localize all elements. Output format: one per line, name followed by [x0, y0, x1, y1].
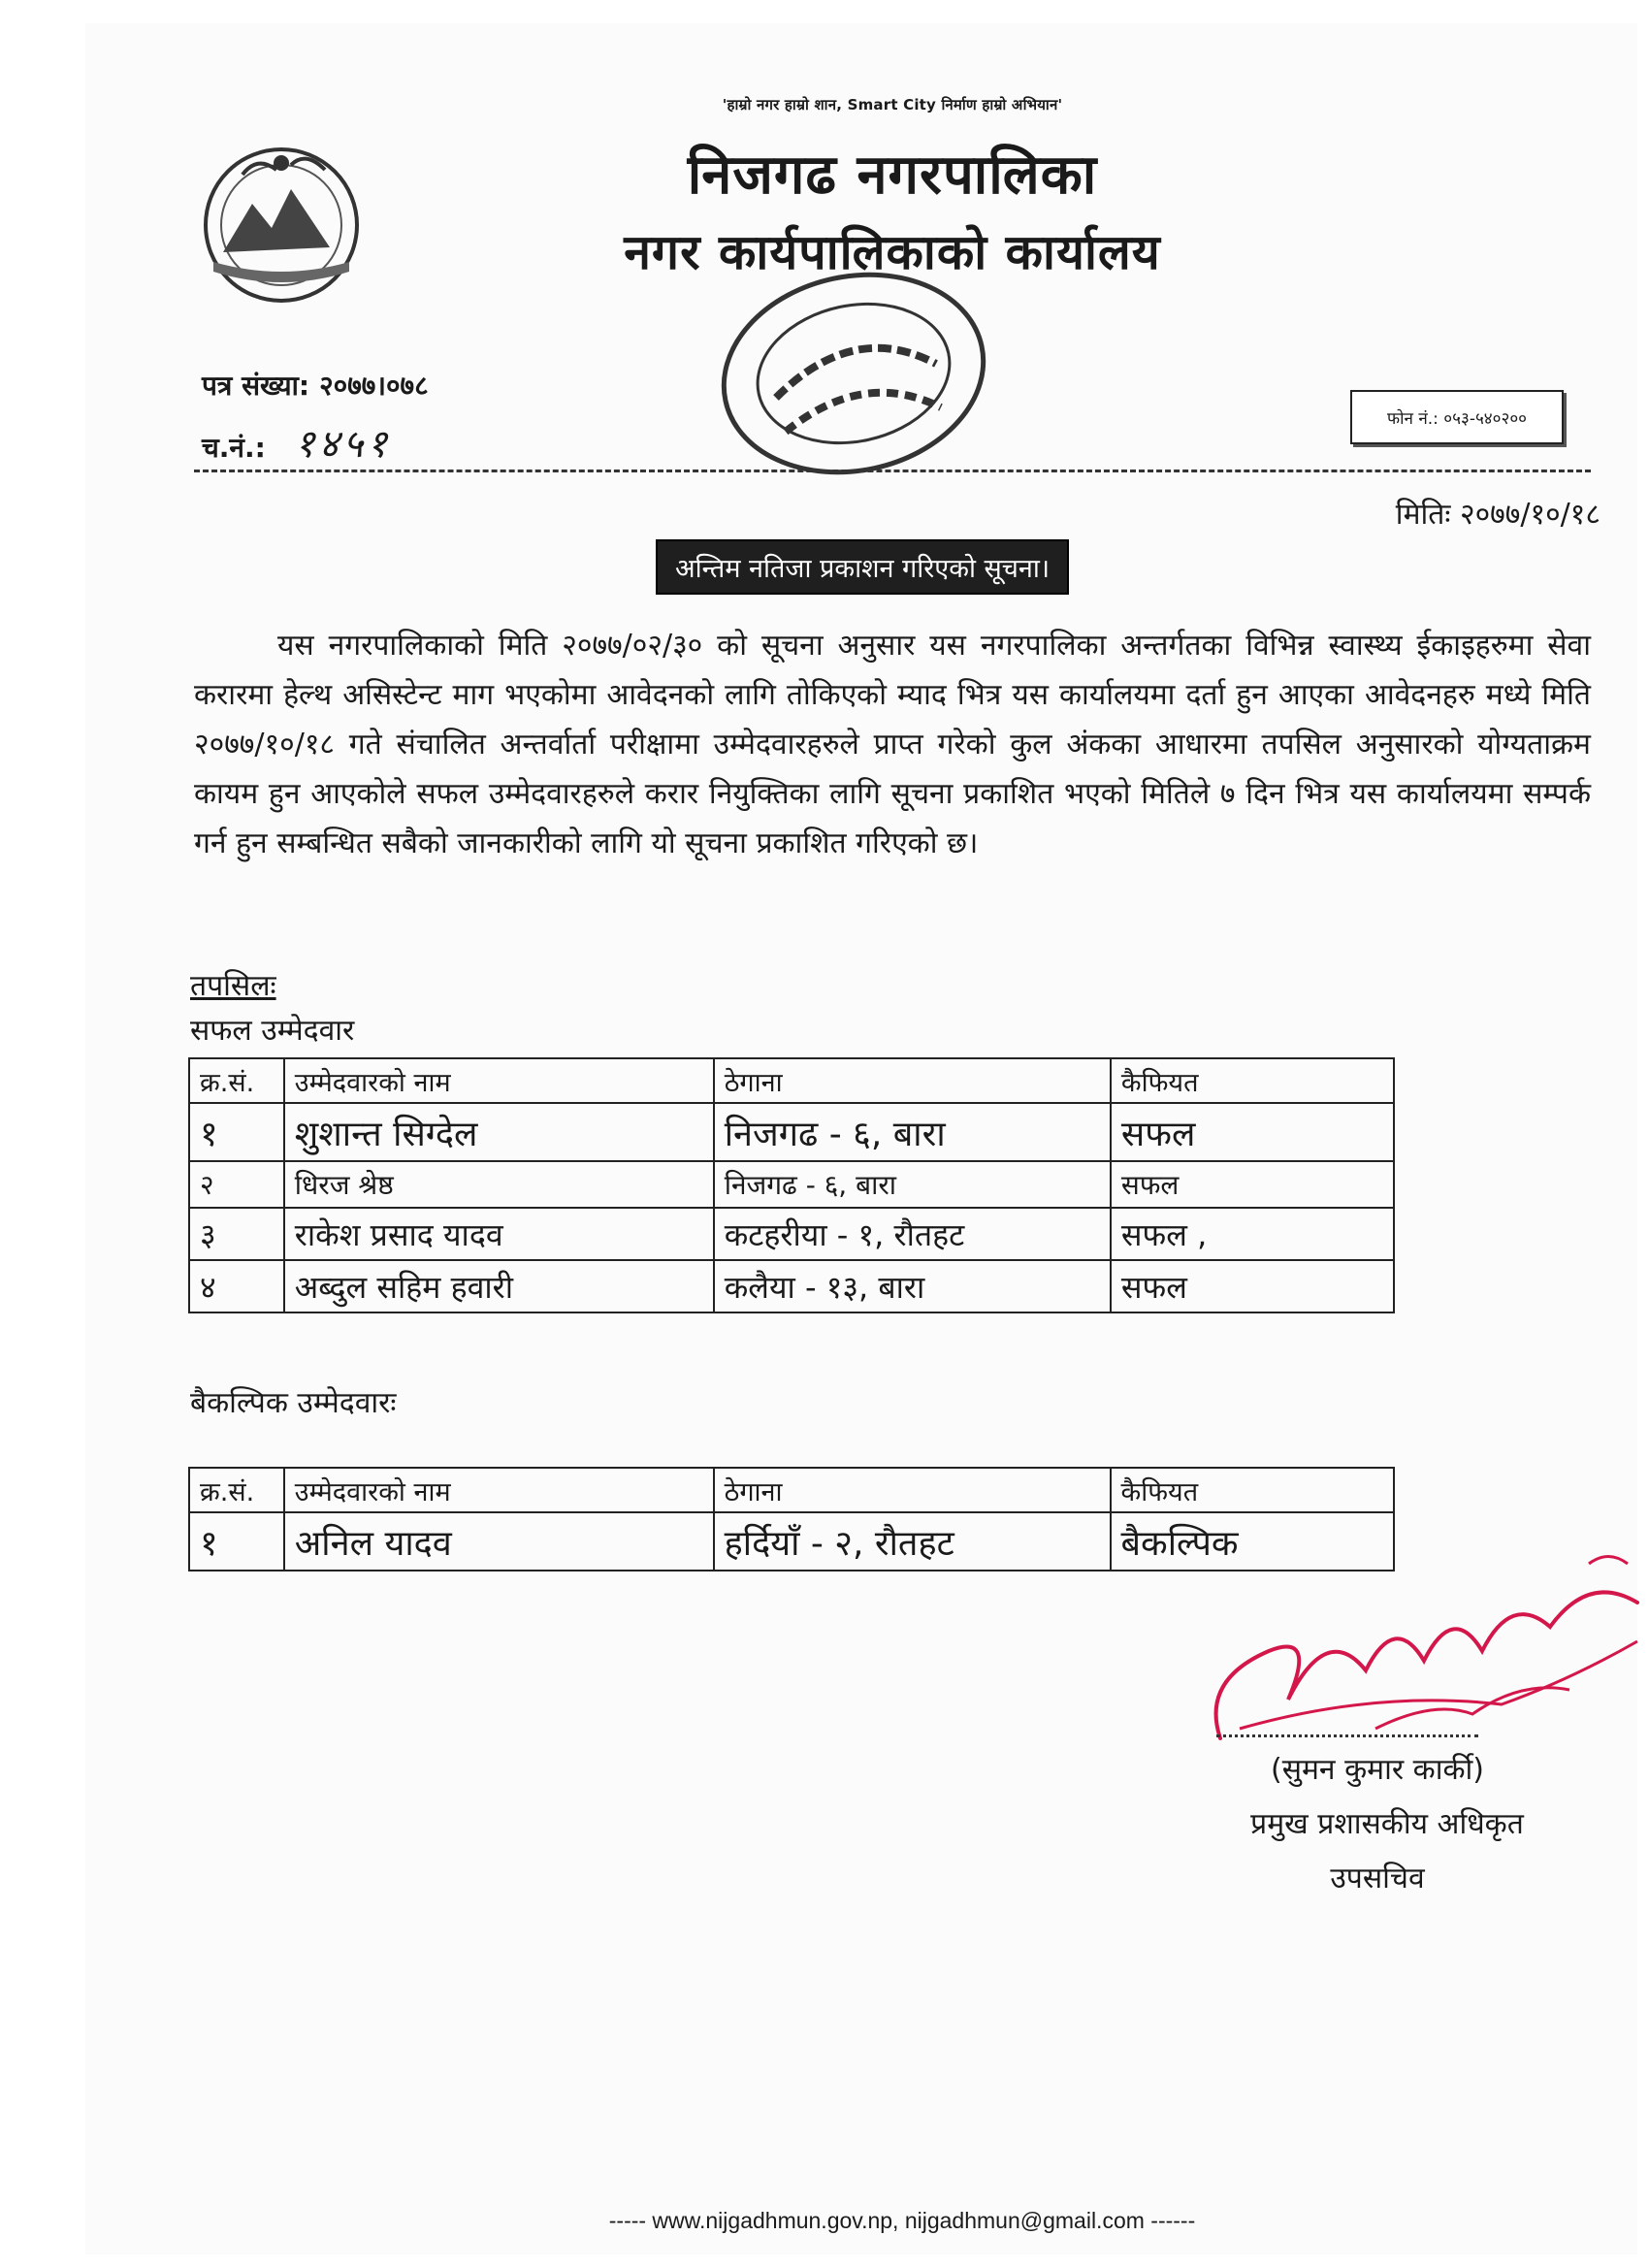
header-sn: क्र.सं.: [189, 1468, 284, 1512]
office-seal-stamp: [708, 262, 999, 485]
tagline: 'हाम्रो नगर हाम्रो शान, Smart City निर्माण हाम्रो अभियान': [722, 96, 1063, 113]
cell-sn: १: [189, 1103, 284, 1161]
successful-candidates-label: सफल उम्मेदवार: [190, 1014, 355, 1048]
table-row: [189, 1260, 1394, 1312]
cell-address: हर्दियाँ - २, रौतहट: [714, 1512, 1111, 1571]
phone-number-box: फोन नं.: ०५३-५४०२००: [1350, 390, 1564, 444]
municipality-name: निजगढ नगरपालिका: [687, 144, 1098, 207]
header-sn: क्र.सं.: [189, 1058, 284, 1103]
signatory-name: (सुमन कुमार कार्की): [1271, 1753, 1484, 1787]
cell-sn: ३: [189, 1208, 284, 1260]
office-name: नगर कार्यपालिकाको कार्यालय: [624, 224, 1161, 280]
cell-address: कलैया - १३, बारा: [714, 1260, 1111, 1312]
cell-remarks: बैकल्पिक: [1111, 1512, 1395, 1571]
table-header-row: [189, 1058, 1394, 1103]
header-name: उम्मेदवारको नाम: [284, 1468, 714, 1512]
cell-remarks: सफल: [1111, 1260, 1394, 1312]
table-header-row: [189, 1468, 1394, 1512]
cell-remarks: सफल: [1111, 1161, 1394, 1208]
header-address: ठेगाना: [714, 1468, 1111, 1512]
cell-address: निजगढ - ६, बारा: [714, 1161, 1111, 1208]
cell-address: कटहरीया - १, रौतहट: [714, 1208, 1111, 1260]
header-remarks: कैफियत: [1111, 1058, 1394, 1103]
notice-body: यस नगरपालिकाको मिति २०७७/०२/३० को सूचना अनुसार यस नगरपालिका अन्तर्गतका विभिन्न स्वास्थ्य ईकाइहरुमा सेवा करारमा हेल्थ असिस्टेन्ट माग भएकोमा आवेदनको लागि तोकिएको म्याद भित्र यस कार्यालयमा दर्ता हुन आएका आवेदनहरु मध्ये मिति २०७७/१०/१८ गते संचालित अन्तर्वार्ता परीक्षामा उम्मेदवारहरुले प्राप्त गरेको कुल अंकका आधारमा तपसिल अनुसारको योग्यताक्रम कायम हुन आएकोले सफल उम्मेदवारहरुले करार नियुक्तिका लागि सूचना प्रकाशित भएको मितिले ७ दिन भित्र यस कार्यालयमा सम्पर्क गर्न हुन सम्बन्धित सबैको जानकारीको लागि यो सूचना प्रकाशित गरिएको छ।: [194, 629, 1591, 860]
cell-remarks: सफल: [1111, 1103, 1394, 1161]
header-remarks: कैफियत: [1111, 1468, 1395, 1512]
dispatch-number: [202, 415, 391, 469]
dispatch-number-value: १४५१: [294, 422, 391, 467]
letter-date: मितिः २०७७/१०/१८: [1395, 498, 1600, 532]
cell-sn: ४: [189, 1260, 284, 1312]
notice-title: अन्तिम नतिजा प्रकाशन गरिएको सूचना।: [656, 539, 1069, 595]
handwritten-signature: [1181, 1535, 1649, 1777]
letter-number: [202, 367, 429, 404]
dispatch-number-label: च.नं.:: [202, 432, 266, 464]
alternate-candidates-label: बैकल्पिक उम्मेदवारः: [190, 1386, 397, 1420]
successful-candidates-table: [188, 1057, 1395, 1313]
cell-remarks: सफल ,: [1111, 1208, 1394, 1260]
cell-name: अब्दुल सहिम हवारी: [284, 1260, 714, 1312]
signature-line: [1216, 1734, 1478, 1737]
letter-number-value: २०७७।०७८: [319, 370, 429, 402]
cell-sn: १: [189, 1512, 284, 1571]
cell-name: धिरज श्रेष्ठ: [284, 1161, 714, 1208]
footer-contact: ----- www.nijgadhmun.gov.np, nijgadhmun@gmail.com ------: [608, 2208, 1196, 2233]
letter-number-label: पत्र संख्या:: [202, 370, 310, 402]
header-address: ठेगाना: [714, 1058, 1111, 1103]
table-row: [189, 1103, 1394, 1161]
cell-name: अनिल यादव: [284, 1512, 714, 1571]
header-divider: [194, 470, 1591, 472]
header-name: उम्मेदवारको नाम: [284, 1058, 714, 1103]
table-row: [189, 1161, 1394, 1208]
cell-name: शुशान्त सिग्देल: [284, 1103, 714, 1161]
signatory-post: प्रमुख प्रशासकीय अधिकृत: [1250, 1807, 1524, 1841]
nepal-emblem-logo: [184, 136, 378, 310]
details-heading: तपसिलः: [190, 969, 276, 1003]
cell-address: निजगढ - ६, बारा: [714, 1103, 1111, 1161]
cell-name: राकेश प्रसाद यादव: [284, 1208, 714, 1260]
table-row: [189, 1208, 1394, 1260]
cell-sn: २: [189, 1161, 284, 1208]
signatory-rank: उपसचिव: [1330, 1862, 1425, 1895]
